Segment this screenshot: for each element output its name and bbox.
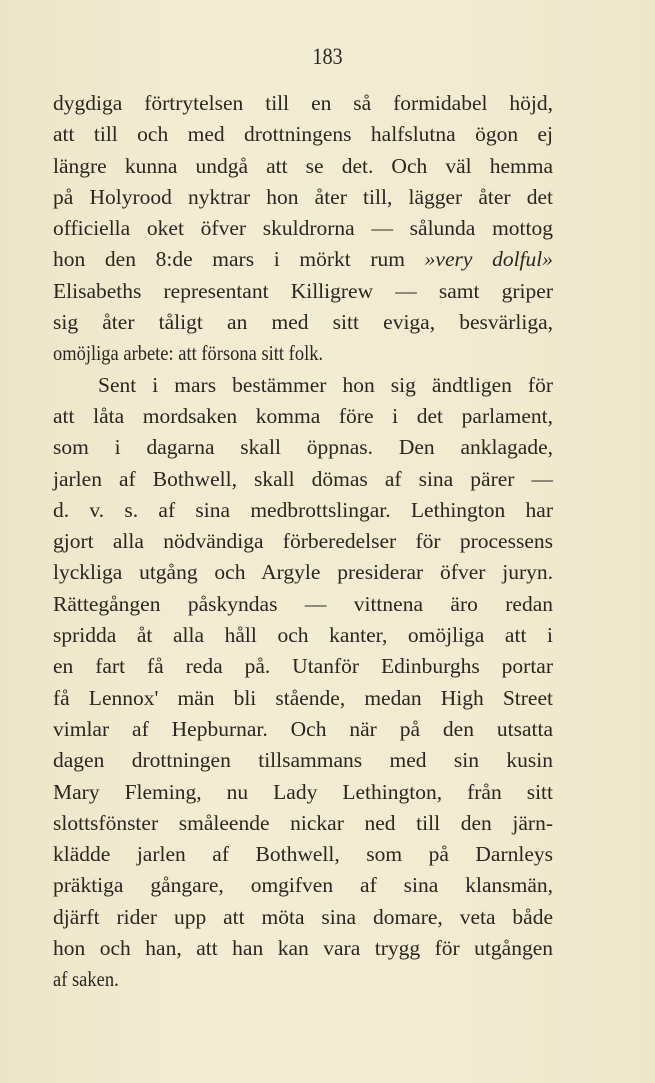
body-text — [53, 88, 553, 996]
text-line: en fart få reda på. Utanför Edinburghs portar — [53, 654, 553, 679]
italic-quote: »very dolful» — [424, 247, 553, 272]
text-span: hon den 8:de mars i mörkt rum — [53, 247, 425, 272]
text-line: dygdiga förtrytelsen till en så formidabel höjd, — [53, 91, 553, 115]
text-line: officiella oket öfver skuldrorna — sålunda mottog — [53, 216, 553, 241]
paragraph-end-line: omöjliga arbete: att försona sitt folk. — [53, 341, 324, 366]
text-line: klädde jarlen af Bothwell, som på Darnleys — [53, 842, 553, 867]
text-line: Elisabeths representant Killigrew — samt griper — [53, 278, 553, 303]
text-line: längre kunna undgå att se det. Och väl hemma — [53, 153, 553, 178]
text-line: lyckliga utgång och Argyle presiderar öfver juryn. — [53, 560, 553, 585]
text-line: Rättegången påskyndas — vittnena äro redan — [53, 591, 553, 616]
text-line: som i dagarna skall öppnas. Den anklagade, — [53, 435, 553, 460]
text-line: djärft rider upp att möta sina domare, veta både — [53, 904, 553, 929]
text-line: präktiga gångare, omgifven af sina klansmän, — [53, 873, 553, 898]
text-line: få Lennox' män bli stående, medan High Street — [53, 685, 553, 710]
text-line: spridda åt alla håll och kanter, omöjliga att i — [53, 623, 553, 648]
page-number: 183 — [312, 44, 343, 69]
text-line: sig åter tåligt an med sitt eviga, besvärliga, — [53, 310, 553, 335]
text-line: jarlen af Bothwell, skall dömas af sina pärer — — [53, 466, 553, 491]
text-line — [53, 244, 553, 275]
text-line: d. v. s. af sina medbrottslingar. Lethington har — [53, 497, 553, 522]
text-line: Mary Fleming, nu Lady Lethington, från sitt — [53, 779, 553, 804]
text-line: slottsfönster småleende nickar ned till den järn- — [53, 810, 553, 835]
text-line: dagen drottningen tillsammans med sin kusin — [53, 748, 553, 773]
paragraph-end-line: af saken. — [53, 967, 119, 992]
text-line: att till och med drottningens halfslutna ögon ej — [53, 122, 553, 147]
text-line: vimlar af Hepburnar. Och när på den utsatta — [53, 716, 553, 741]
text-line: på Holyrood nyktrar hon åter till, lägger åter det — [53, 184, 553, 209]
paragraph-start-line: Sent i mars bestämmer hon sig ändtligen för — [98, 372, 553, 397]
text-line: att låta mordsaken komma före i det parlament, — [53, 403, 553, 428]
text-line: gjort alla nödvändiga förberedelser för processens — [53, 529, 553, 554]
text-line: hon och han, att han kan vara trygg för utgången — [53, 936, 553, 961]
